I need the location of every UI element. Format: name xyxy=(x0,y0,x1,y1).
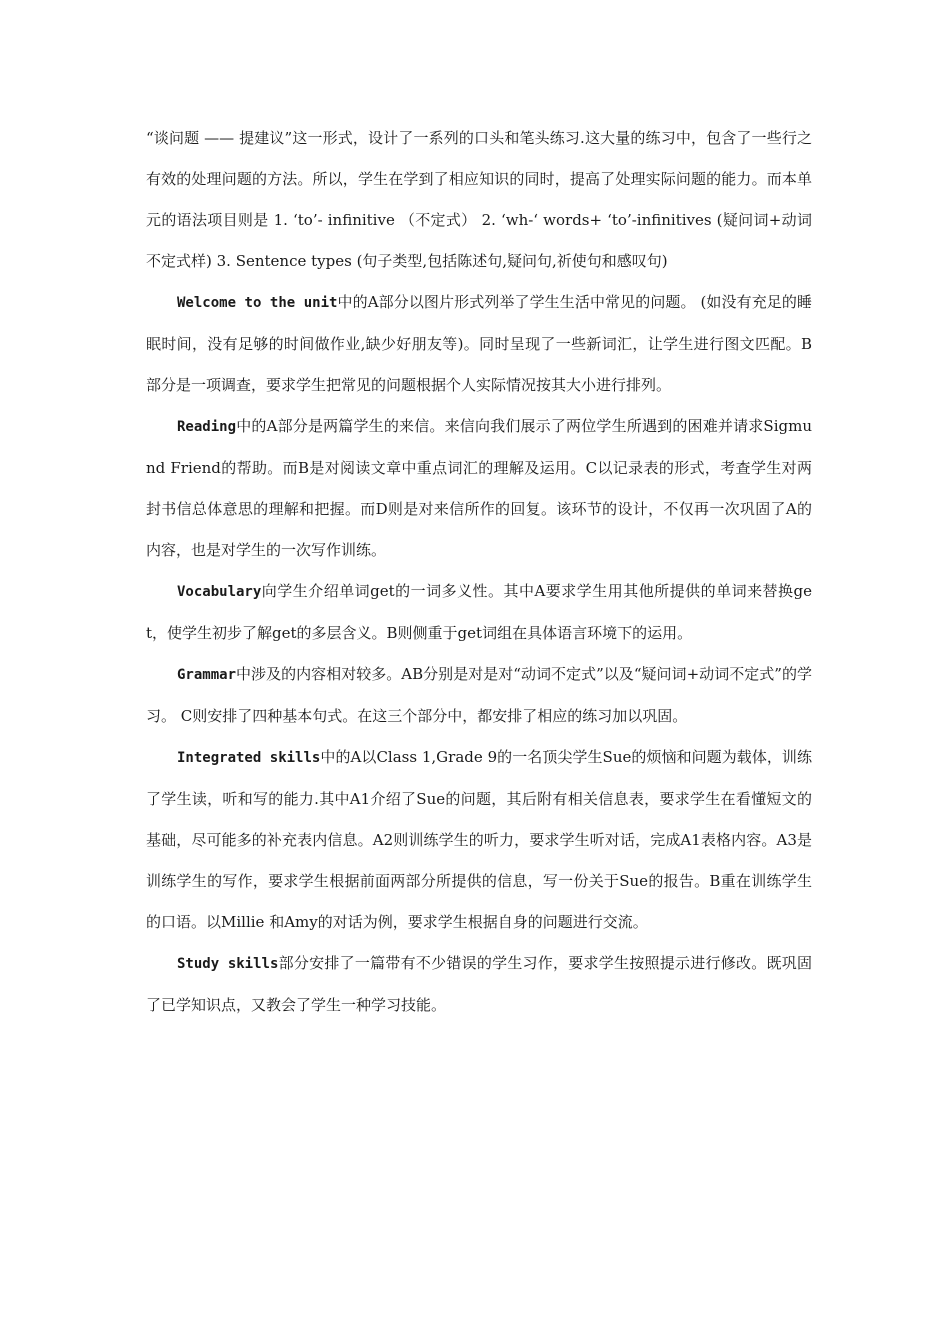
paragraph-text: 向学生介绍单词get的一词多义性。其中A要求学生用其他所提供的单词来替换get，使学生初步了解get的多层含义。B则侧重于get词组在具体语言环境下的运用。 xyxy=(146,582,812,642)
paragraph-text: 部分安排了一篇带有不少错误的学生习作，要求学生按照提示进行修改。既巩固了已学知识点，又教会了学生一种学习技能。 xyxy=(146,954,812,1014)
section-heading-reading: Reading xyxy=(177,419,237,435)
paragraph-grammar xyxy=(146,654,812,737)
paragraph-study-skills xyxy=(146,943,812,1026)
paragraph-integrated-skills xyxy=(146,737,812,943)
paragraph-welcome xyxy=(146,282,812,406)
paragraph-text: 中的A部分以图片形式列举了学生生活中常见的问题。 (如没有充足的睡眠时间，没有足够的时间做作业,缺少好朋友等)。同时呈现了一些新词汇，让学生进行图文匹配。B部分是一项调查，要求学生把常见的问题根据个人实际情况按其大小进行排列。 xyxy=(146,293,812,394)
section-heading-study-skills: Study skills xyxy=(177,956,279,972)
section-heading-vocabulary: Vocabulary xyxy=(177,584,262,600)
document-body xyxy=(146,118,812,1026)
paragraph-text: 中的A部分是两篇学生的来信。来信向我们展示了两位学生所遇到的困难并请求Sigmund Friend的帮助。而B是对阅读文章中重点词汇的理解及运用。C以记录表的形式，考查学生对两封书信总体意思的理解和把握。而D则是对来信所作的回复。该环节的设计，不仅再一次巩固了A的内容，也是对学生的一次写作训练。 xyxy=(146,417,812,559)
section-heading-grammar: Grammar xyxy=(177,667,237,683)
section-heading-welcome: Welcome to the unit xyxy=(177,295,338,311)
paragraph-text: 中的A以Class 1,Grade 9的一名顶尖学生Sue的烦恼和问题为载体，训练了学生读，听和写的能力.其中A1介绍了Sue的问题，其后附有相关信息表，要求学生在看懂短文的基础，尽可能多的补充表内信息。A2则训练学生的听力，要求学生听对话，完成A1表格内容。A3是训练学生的写作，要求学生根据前面两部分所提供的信息，写一份关于Sue的报告。B重在训练学生的口语。以Millie 和Amy的对话为例，要求学生根据自身的问题进行交流。 xyxy=(146,748,812,931)
paragraph-text: “谈问题 —— 提建议”这一形式，设计了一系列的口头和笔头练习.这大量的练习中，包含了一些行之有效的处理问题的方法。所以，学生在学到了相应知识的同时，提高了处理实际问题的能力。而本单元的语法项目则是 1. ‘to’- infinitive （不定式） 2. ‘wh-‘ words+ ‘to’-infinitives (疑问词+动词不定式样) 3. Sentence types (句子类型,包括陈述句,疑问句,祈使句和感叹句) xyxy=(146,129,812,270)
section-heading-integrated-skills: Integrated skills xyxy=(177,750,321,766)
paragraph-vocabulary xyxy=(146,571,812,654)
paragraph-text: 中涉及的内容相对较多。AB分别是对是对“动词不定式”以及“疑问词+动词不定式”的学习。 C则安排了四种基本句式。在这三个部分中，都安排了相应的练习加以巩固。 xyxy=(146,665,812,725)
paragraph-reading xyxy=(146,406,812,571)
paragraph-intro xyxy=(146,118,812,282)
